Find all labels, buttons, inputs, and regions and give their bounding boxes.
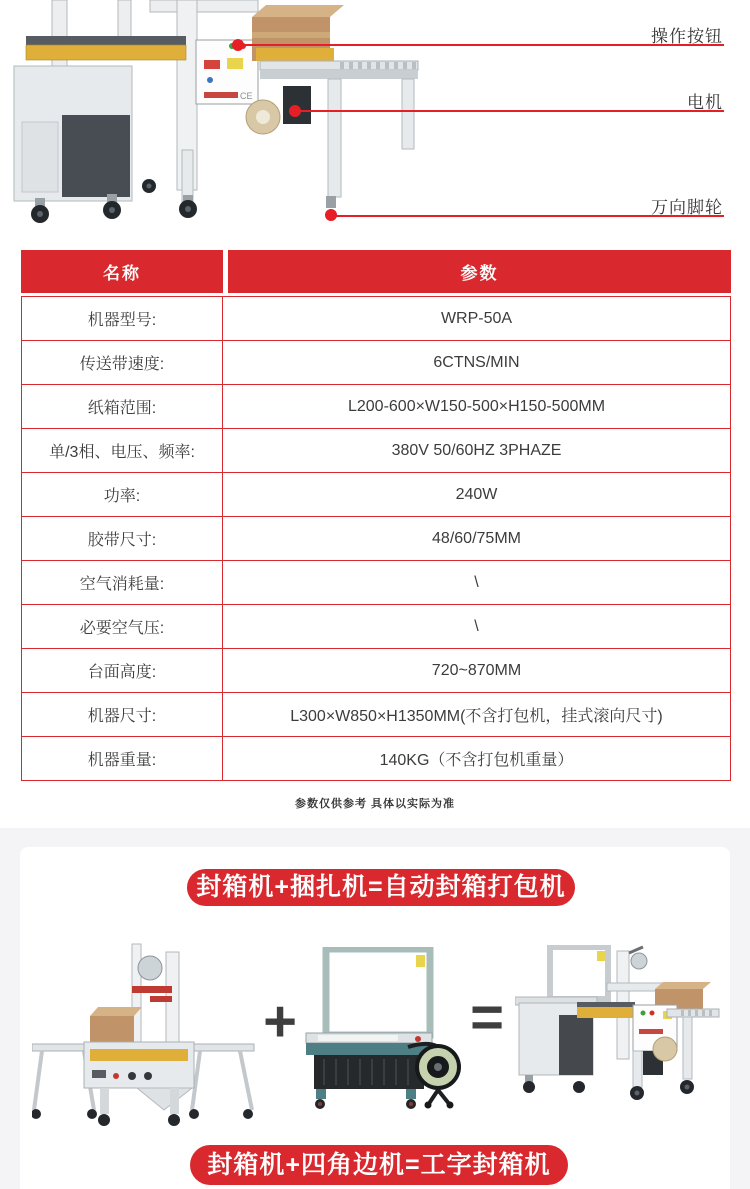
- sealer-machine-photo: [32, 942, 257, 1132]
- spec-row-air-pressure: 必要空气压: \: [22, 605, 730, 649]
- combo-banner-top: 封箱机+捆扎机=自动封箱打包机: [187, 869, 575, 906]
- spec-row-voltage: 单/3相、电压、频率: 380V 50/60HZ 3PHAZE: [22, 429, 730, 473]
- spec-row-machine-weight: 机器重量: 140KG（不含打包机重量）: [22, 737, 730, 781]
- combo-card: [20, 847, 730, 1189]
- callout-label-operation-button: 操作按钮: [651, 27, 723, 46]
- spec-header-name: 名称: [21, 250, 223, 293]
- spec-row-tape-size: 胶带尺寸: 48/60/75MM: [22, 517, 730, 561]
- combo-banner-bottom: 封箱机+四角边机=工字封箱机: [190, 1145, 568, 1185]
- spec-footnote: 参数仅供参考 具体以实际为准: [294, 798, 456, 810]
- spec-table: [21, 250, 731, 781]
- plus-symbol: +: [263, 989, 297, 1054]
- spec-table-body: [21, 296, 731, 781]
- sealing-machine-photo: [0, 0, 420, 235]
- callout-dot-caster: [325, 209, 337, 221]
- callout-dot-motor: [289, 105, 301, 117]
- equals-symbol: =: [470, 985, 504, 1050]
- spec-table-header: [21, 250, 731, 293]
- combined-machine-photo: [515, 945, 720, 1120]
- spec-header-value: 参数: [228, 250, 731, 293]
- callout-label-caster: 万向脚轮: [651, 198, 723, 217]
- spec-row-table-height: 台面高度: 720~870MM: [22, 649, 730, 693]
- callout-dot-operation-button: [232, 39, 244, 51]
- spec-row-carton-range: 纸箱范围: L200-600×W150-500×H150-500MM: [22, 385, 730, 429]
- spec-row-belt-speed: 传送带速度: 6CTNS/MIN: [22, 341, 730, 385]
- callout-line-motor: [295, 110, 724, 112]
- spec-row-machine-size: 机器尺寸: L300×W850×H1350MM(不含打包机，挂式滚向尺寸): [22, 693, 730, 737]
- strapping-machine-photo: [298, 947, 466, 1112]
- spec-row-air-consumption: 空气消耗量: \: [22, 561, 730, 605]
- spec-row-power: 功率: 240W: [22, 473, 730, 517]
- product-hero: [0, 0, 750, 240]
- callout-label-motor: 电机: [687, 93, 723, 112]
- spec-row-model: 机器型号: WRP-50A: [22, 297, 730, 341]
- svg-text:CE: CE: [240, 91, 253, 101]
